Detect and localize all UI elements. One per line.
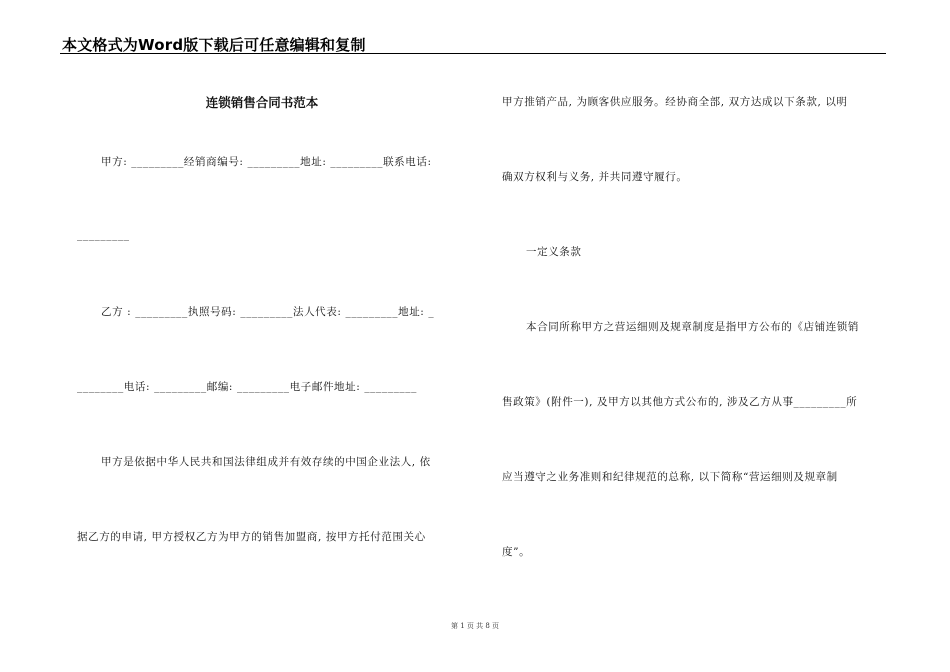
party-a-phone-blank: _________ bbox=[77, 229, 130, 241]
paragraph-line: 甲方推销产品, 为顾客供应服务。经协商全部, 双方达成以下条款, 以明 bbox=[502, 96, 848, 108]
paragraph-line: 本合同所称甲方之营运细则及规章制度是指甲方公布的《店铺连锁销 bbox=[526, 321, 859, 333]
party-b-line: 乙方 : _________执照号码: _________法人代表: _________地址: _ bbox=[101, 306, 435, 318]
paragraph-line: 售政策》(附件一), 及甲方以其他方式公布的, 涉及乙方从事_________所 bbox=[502, 396, 858, 408]
paragraph-line: 度”。 bbox=[502, 546, 531, 558]
header-divider bbox=[60, 53, 886, 54]
paragraph-line: 甲方是依据中华人民共和国法律组成并有效存续的中国企业法人, 依 bbox=[101, 456, 431, 468]
page-number: 第 1 页 共 8 页 bbox=[450, 622, 500, 630]
document-title: 连锁销售合同书范本 bbox=[205, 95, 319, 110]
paragraph-line: 应当遵守之业务准则和纪律规范的总称, 以下简称“营运细则及规章制 bbox=[502, 471, 838, 483]
section-heading: 一定义条款 bbox=[526, 246, 582, 258]
paragraph-line: 确双方权利与义务, 并共同遵守履行。 bbox=[502, 171, 688, 183]
document-header-banner: 本文格式为Word版下载后可任意编辑和复制 bbox=[62, 36, 366, 54]
paragraph-line: 据乙方的申请, 甲方授权乙方为甲方的销售加盟商, 按甲方托付范围关心 bbox=[77, 531, 426, 543]
party-b-contact-line: ________电话: _________邮编: _________电子邮件地址: _________ bbox=[77, 381, 417, 393]
party-a-line: 甲方: _________经销商编号: _________地址: _________联系电话: bbox=[101, 156, 432, 168]
